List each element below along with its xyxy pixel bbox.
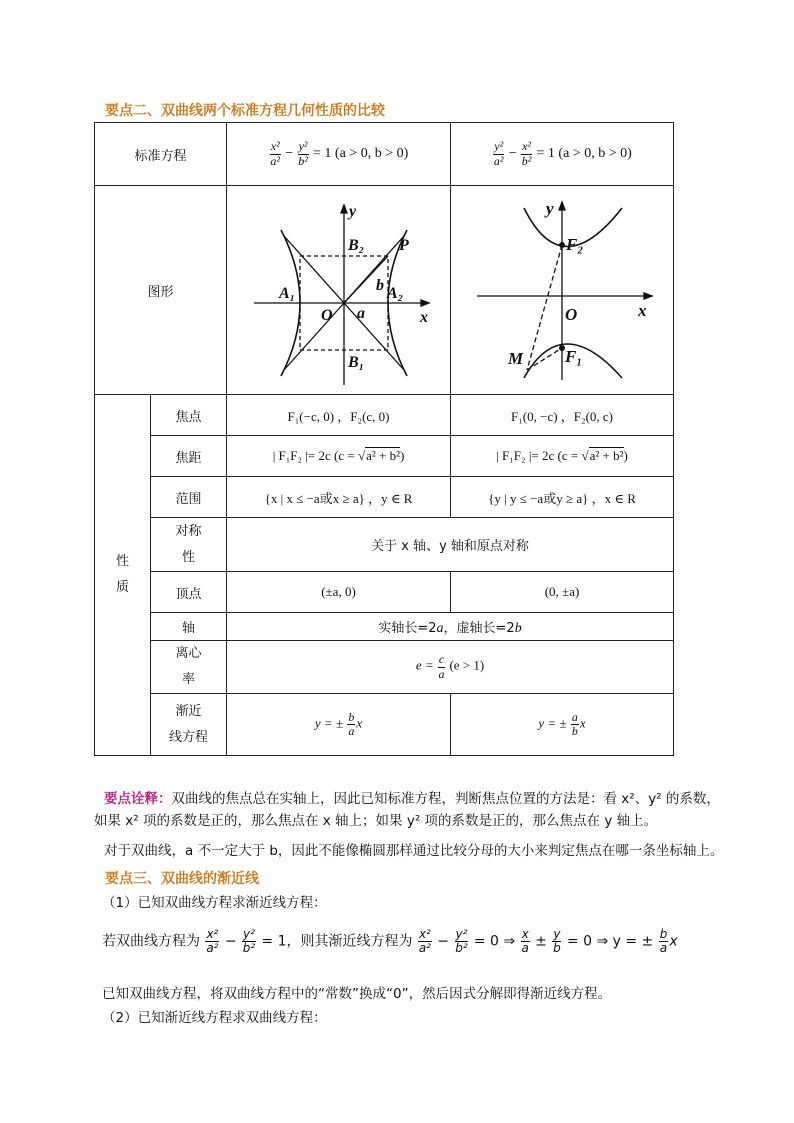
row-label-symmetry: 对称 性 xyxy=(151,518,227,572)
focus-f1-label: F₁ xyxy=(565,347,583,366)
semi-axis-a-label: a xyxy=(356,305,365,322)
note-line-3: 对于双曲线，a 不一定大于 b，因此不能像椭圆那样通过比较分母的大小来判定焦点在哪一条坐标轴上。 xyxy=(104,843,724,859)
row-label-vertices: 顶点 xyxy=(151,572,227,613)
foci-y: F₁(0, −c) ，F₂(0, c) xyxy=(451,395,674,436)
row-label-range: 范围 xyxy=(151,477,227,518)
subsection-2: （2）已知渐近线方程求双曲线方程： xyxy=(102,1010,327,1026)
asymptote-method-paragraph: 已知双曲线方程，将双曲线方程中的“常数”换成“0”，然后因式分解即得渐近线方程。 xyxy=(102,986,612,1002)
foci-x: F₁(−c, 0) ，F₂(c, 0) xyxy=(227,395,451,436)
focal-distance-y: | F₁F₂ |= 2c (c = √a² + b²) xyxy=(451,436,674,477)
figure-y-hyperbola xyxy=(451,186,674,395)
row-label-asymptotes: 渐近 线方程 xyxy=(151,694,227,756)
asymptote-x: y = ± $\frac{b}{a}$ x xyxy=(227,694,451,756)
focal-distance-x: | F₁F₂ |= 2c (c = √a² + b²) xyxy=(227,436,451,477)
section-heading-3: 要点三、双曲线的渐近线 xyxy=(105,871,259,887)
semi-axis-b-label: b xyxy=(375,277,384,294)
equation-x-focus: $\frac{\text{x²}}{\text{a²}}$ − $\frac{\text{y²}}{\text{b²}}$ = 1 (a > 0, b > 0) xyxy=(227,123,451,186)
equation-y-focus: $\frac{\text{y²}}{\text{a²}}$ − $\frac{\text{x²}}{\text{b²}}$ = 1 (a > 0, b > 0) xyxy=(451,123,674,186)
figure-x-hyperbola xyxy=(227,186,451,395)
origin-label: O xyxy=(565,305,578,324)
range-y: {y | y ≤ −a或y ≥ a} ，x ∈ R xyxy=(451,477,674,518)
row-label-figure: 图形 xyxy=(95,186,227,395)
asymptote-y: y = ± $\frac{a}{b}$ x xyxy=(451,694,674,756)
axis-lengths: 实轴长=2a，虚轴长=2b xyxy=(227,613,674,641)
row-label-standard-equation: 标准方程 xyxy=(95,123,227,186)
row-label-eccentricity: 离心 率 xyxy=(151,641,227,694)
eccentricity-value: e = $\frac{c}{a}$ (e > 1) xyxy=(227,641,674,694)
origin-label: O xyxy=(320,307,333,324)
comparison-table xyxy=(94,122,674,756)
x-axis-label: x xyxy=(419,309,428,326)
asymptote-derivation: 若双曲线方程为 $\frac{\text{x²}}{\text{a²}}$ − $\frac{\text{y²}}{\text{b²}}$ = 1，则其渐近线方程为 $\frac{\text{x²}}{\text{a²}}$ − $\frac{\text{y²}}{\text{b²}}$ = 0 ⇒ $\frac{x}{a}$ ± $\frac{y}{b}$ = 0 ⇒ y = ± $\frac{b}{a}$ x xyxy=(102,927,678,956)
range-x: {x | x ≤ −a或x ≥ a} ，y ∈ R xyxy=(227,477,451,518)
vertex-b1-label: B₁ xyxy=(347,354,364,371)
row-label-axis: 轴 xyxy=(151,613,227,641)
point-p-label: P xyxy=(398,237,409,254)
x-axis-label: x xyxy=(638,301,647,320)
y-hyperbola-diagram xyxy=(462,190,662,390)
point-m-label: M xyxy=(508,349,524,368)
note-tag: 要点诠释： xyxy=(104,791,172,807)
x-hyperbola-diagram xyxy=(239,190,439,390)
symmetry-value: 关于 x 轴、y 轴和原点对称 xyxy=(227,518,674,572)
section-heading-2: 要点二、双曲线两个标准方程几何性质的比较 xyxy=(105,103,385,119)
vertex-a1-label: A₁ xyxy=(278,285,295,302)
y-axis-label: y xyxy=(546,199,554,218)
focus-f2-label: F₂ xyxy=(566,235,584,254)
properties-group-label: 性 质 xyxy=(95,395,151,756)
vertices-x: (±a, 0) xyxy=(227,572,451,613)
vertex-a2-label: A₂ xyxy=(386,285,403,302)
row-label-focal-distance: 焦距 xyxy=(151,436,227,477)
vertex-b2-label: B₂ xyxy=(347,237,364,254)
row-label-foci: 焦点 xyxy=(151,395,227,436)
vertices-y: (0, ±a) xyxy=(451,572,674,613)
y-axis-label: y xyxy=(348,203,356,220)
subsection-1: （1）已知双曲线方程求渐近线方程： xyxy=(102,895,327,911)
note-paragraph: 要点诠释：双曲线的焦点总在实轴上，因此已知标准方程，判断焦点位置的方法是：看 x²、y² 的系数， 如果 x² 项的系数是正的，那么焦点在 x 轴上；如果 y² 项的系数是正的，那么焦点在 y 轴上。 xyxy=(94,791,720,829)
